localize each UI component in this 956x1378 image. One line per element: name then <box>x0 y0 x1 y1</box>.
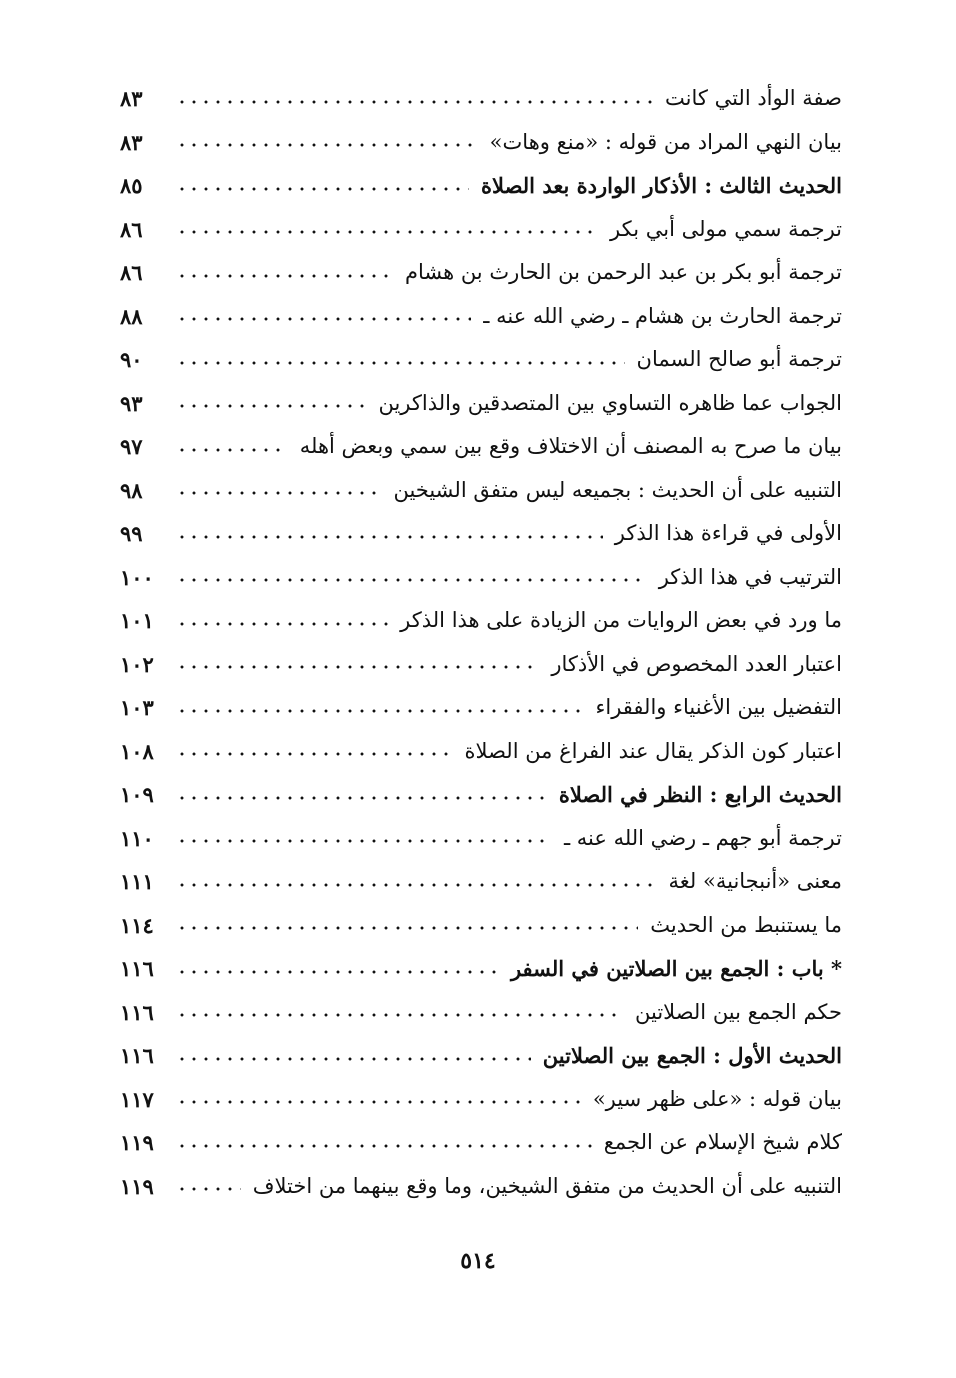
entry-page-number: ١١٠ <box>120 825 154 851</box>
entry-page-number: ٨٣ <box>120 129 143 155</box>
dot-leader <box>176 535 603 539</box>
dot-leader <box>176 1057 531 1061</box>
toc-entry <box>120 1121 842 1165</box>
dot-leader <box>176 752 453 756</box>
entry-page-number: ٩٩ <box>120 521 143 547</box>
dot-leader <box>176 578 647 582</box>
entry-page-number: ٩٣ <box>120 390 143 416</box>
entry-title: صفة الوأد التي كانت <box>665 86 842 111</box>
toc-entry <box>120 382 842 426</box>
toc-entry <box>120 469 842 513</box>
toc-entry <box>120 338 842 382</box>
dot-leader <box>176 926 638 930</box>
entry-page-number: ٨٨ <box>120 303 143 329</box>
entry-page-number: ٩٧ <box>120 434 143 460</box>
toc-entry <box>120 860 842 904</box>
dot-leader <box>176 448 288 452</box>
dot-leader <box>176 665 539 669</box>
entry-title: ترجمة سمي مولى أبي بكر <box>610 216 842 241</box>
entry-page-number: ١٠١ <box>120 608 154 634</box>
dot-leader <box>176 796 547 800</box>
dot-leader <box>176 1144 592 1148</box>
toc-entry <box>120 730 842 774</box>
entry-title: الحديث الأول : الجمع بين الصلاتين <box>542 1043 842 1069</box>
table-of-contents <box>120 77 842 1208</box>
entry-title: ترجمة أبو بكر بن عبد الرحمن بن الحارث بن هشام <box>404 260 842 285</box>
entry-title: معنى «أنبجانية» لغة <box>668 869 842 894</box>
entry-page-number: ١١٧ <box>120 1086 154 1112</box>
dot-leader <box>176 1013 623 1017</box>
dot-leader <box>176 883 657 887</box>
entry-title: ترجمة أبو جهم ـ رضي الله عنه ـ <box>563 825 842 850</box>
entry-title: بيان ما صرح به المصنف أن الاختلاف وقع بين سمي وبعض أهله <box>299 434 842 459</box>
toc-entry <box>120 991 842 1035</box>
dot-leader <box>176 143 478 147</box>
entry-page-number: ٨٦ <box>120 260 143 286</box>
entry-title: كلام شيخ الإسلام عن الجمع <box>603 1130 842 1155</box>
toc-entry <box>120 1078 842 1122</box>
dot-leader <box>176 622 388 626</box>
toc-entry <box>120 425 842 469</box>
entry-title: حكم الجمع بين الصلاتين <box>635 999 842 1024</box>
dot-leader <box>176 100 653 104</box>
dot-leader <box>176 839 552 843</box>
entry-page-number: ١٠٩ <box>120 782 154 808</box>
entry-page-number: ١٠٨ <box>120 738 154 764</box>
dot-leader <box>176 709 584 713</box>
page-number: ٥١٤ <box>460 1248 496 1274</box>
entry-page-number: ١١٦ <box>120 999 154 1025</box>
entry-title: ترجمة الحارث بن هشام ـ رضي الله عنه ـ <box>483 303 842 328</box>
toc-entry <box>120 295 842 339</box>
dot-leader <box>176 1100 581 1104</box>
entry-page-number: ٨٦ <box>120 216 143 242</box>
entry-title: الأولى في قراءة هذا الذكر <box>614 521 842 546</box>
entry-title: ما ورد في بعض الروايات من الزيادة على هذا الذكر <box>400 608 842 633</box>
entry-page-number: ٨٣ <box>120 86 143 112</box>
toc-entry <box>120 512 842 556</box>
dot-leader <box>176 970 499 974</box>
entry-page-number: ٩٠ <box>120 347 143 373</box>
entry-title: * باب : الجمع بين الصلاتين في السفر <box>510 956 842 982</box>
entry-title: اعتبار العدد المخصوص في الأذكار <box>551 651 842 676</box>
dot-leader <box>176 1187 241 1191</box>
entry-title: التفضيل بين الأغنياء والفقراء <box>595 695 842 720</box>
dot-leader <box>176 317 471 321</box>
toc-entry <box>120 77 842 121</box>
toc-entry <box>120 643 842 687</box>
entry-page-number: ١١٦ <box>120 956 154 982</box>
entry-page-number: ٨٥ <box>120 173 143 199</box>
toc-entry <box>120 904 842 948</box>
dot-leader <box>176 404 366 408</box>
entry-page-number: ١١٤ <box>120 912 154 938</box>
toc-entry <box>120 164 842 208</box>
toc-entry <box>120 599 842 643</box>
toc-entry <box>120 773 842 817</box>
entry-page-number: ١١٦ <box>120 1043 154 1069</box>
dot-leader <box>176 361 625 365</box>
entry-title: بيان النهي المراد من قوله : «منع وهات» <box>489 129 842 154</box>
dot-leader <box>176 274 393 278</box>
entry-page-number: ١٠٣ <box>120 695 154 721</box>
entry-title: الترتيب في هذا الذكر <box>658 564 842 589</box>
dot-leader <box>176 491 381 495</box>
toc-entry <box>120 1034 842 1078</box>
entry-title: التنبيه على أن الحديث : بجميعه ليس متفق الشيخين <box>393 477 842 502</box>
toc-entry <box>120 556 842 600</box>
entry-page-number: ١٠٢ <box>120 651 154 677</box>
toc-entry <box>120 208 842 252</box>
entry-page-number: ٩٨ <box>120 477 143 503</box>
entry-title: الجواب عما ظاهره التساوي بين المتصدقين والذاكرين <box>378 390 842 415</box>
toc-entry <box>120 817 842 861</box>
entry-title: التنبيه على أن الحديث من متفق الشيخين، وما وقع بينهما من اختلاف <box>252 1173 842 1198</box>
entry-title: الحديث الرابع : النظر في الصلاة <box>558 782 842 808</box>
dot-leader <box>176 230 598 234</box>
toc-entry <box>120 251 842 295</box>
entry-page-number: ١٠٠ <box>120 564 154 590</box>
toc-entry <box>120 947 842 991</box>
entry-page-number: ١١٩ <box>120 1173 154 1199</box>
entry-title: الحديث الثالث : الأذكار الواردة بعد الصلاة <box>481 173 842 199</box>
toc-entry <box>120 686 842 730</box>
toc-entry <box>120 121 842 165</box>
entry-title: ترجمة أبو صالح السمان <box>636 347 842 372</box>
entry-title: اعتبار كون الذكر يقال عند الفراغ من الصلاة <box>464 738 842 763</box>
entry-title: ما يستنبط من الحديث <box>650 912 842 937</box>
toc-entry <box>120 1165 842 1209</box>
dot-leader <box>176 187 469 191</box>
entry-title: بيان قوله : «على ظهر سير» <box>592 1086 842 1111</box>
entry-page-number: ١١٩ <box>120 1130 154 1156</box>
entry-page-number: ١١١ <box>120 869 154 895</box>
